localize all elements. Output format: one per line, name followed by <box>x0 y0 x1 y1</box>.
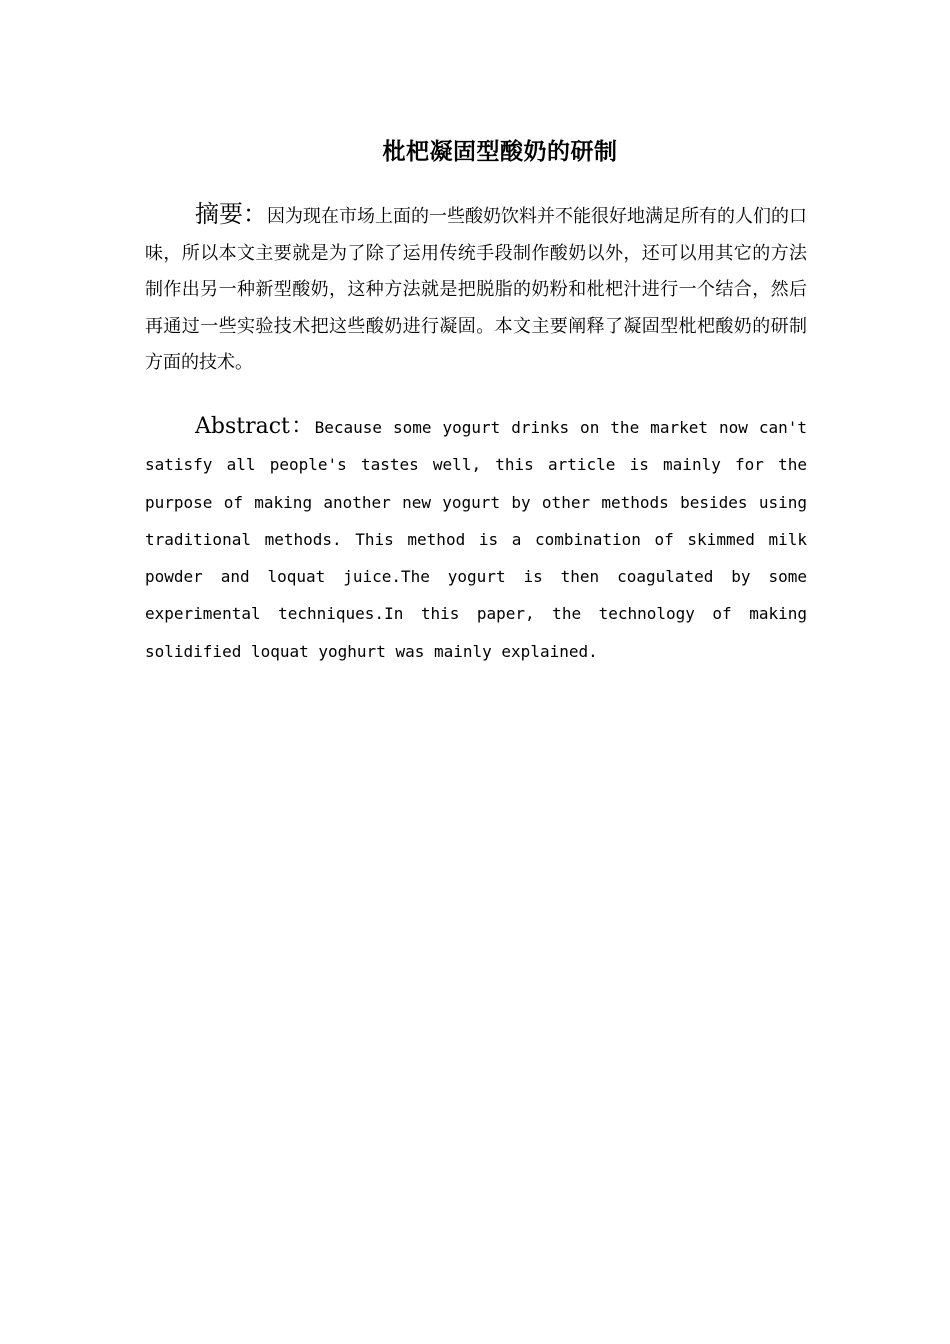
chinese-abstract-label: 摘要： <box>195 200 267 228</box>
english-abstract <box>145 408 807 670</box>
english-abstract-label: Abstract： <box>195 414 315 439</box>
paper-title: 枇杷凝固型酸奶的研制 <box>382 139 618 165</box>
chinese-abstract <box>145 196 807 382</box>
english-abstract-text: Because some yogurt drinks on the market now can't satisfy all people's tastes well, this article is mainly for the purpose of making another new yogurt by other methods besides using traditional methods. This method is a combination of skimmed milk powder and loquat juice.The yogurt is then coagulated by some experimental techniques.In this paper, the technology of making solidified loquat yoghurt was mainly explained. <box>145 418 807 661</box>
chinese-abstract-text: 因为现在市场上面的一些酸奶饮料并不能很好地满足所有的人们的口味，所以本文主要就是为了除了运用传统手段制作酸奶以外，还可以用其它的方法制作出另一种新型酸奶，这种方法就是把脱脂的奶粉和枇杷汁进行一个结合，然后再通过一些实验技术把这些酸奶进行凝固。本文主要阐释了凝固型枇杷酸奶的研制方面的技术。 <box>145 206 807 373</box>
